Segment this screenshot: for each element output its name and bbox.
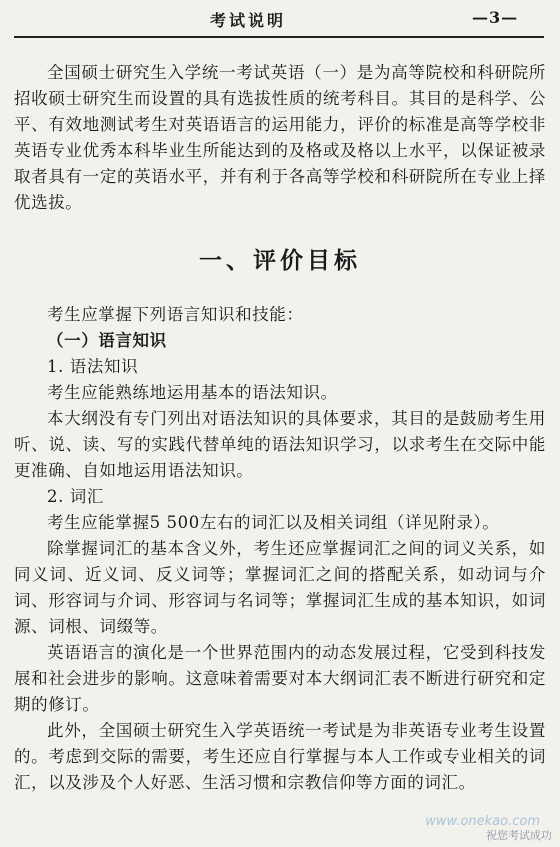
intro-paragraph: 全国硕士研究生入学统一考试英语（一）是为高等院校和科研院所招收硕士研究生而设置的具有选拔性质的统考科目。其目的是科学、公平、有效地测试考生对英语语言的运用能力，评价的标准是高等学校非英语专业优秀本科毕业生所能达到的及格或及格以上水平，以保证被录取者具有一定的英语水平，并有利于各高等学校和科研院所在专业上择优选拔。: [14, 63, 546, 212]
header-title: 考试说明: [210, 11, 287, 30]
watermark-url: www.onekao.com: [425, 814, 540, 829]
page-number: —3—: [472, 8, 519, 27]
watermark-caption: 祝您考试成功: [486, 829, 552, 842]
header-rule: [14, 36, 544, 38]
vocabulary-paragraph-3: 英语语言的演化是一个世界范围内的动态发展过程，它受到科技发展和社会进步的影响。这意味着需要对本大纲词汇表不断进行研究和定期的修订。: [14, 643, 546, 714]
grammar-paragraph-1: 考生应能熟练地运用基本的语法知识。: [47, 383, 338, 402]
vocabulary-paragraph-4: 此外，全国硕士研究生入学英语统一考试是为非英语专业考生设置的。考虑到交际的需要，考生还应自行掌握与本人工作或专业相关的词汇，以及涉及个人好恶、生活习惯和宗教信仰等方面的词汇。: [14, 721, 546, 792]
vocabulary-paragraph-1: 考生应能掌握5 500左右的词汇以及相关词组（详见附录）。: [47, 513, 500, 532]
section-lead: 考生应掌握下列语言知识和技能：: [47, 305, 304, 324]
grammar-paragraph-2: 本大纲没有专门列出对语法知识的具体要求，其目的是鼓励考生用听、说、读、写的实践代替单纯的语法知识学习，以求考生在交际中能更准确、自如地运用语法知识。: [14, 409, 546, 480]
item-grammar-title: 1. 语法知识: [47, 357, 139, 376]
item-vocabulary-title: 2. 词汇: [47, 487, 104, 506]
vocabulary-paragraph-2: 除掌握词汇的基本含义外，考生还应掌握词汇之间的词义关系，如同义词、近义词、反义词等；掌握词汇之间的搭配关系，如动词与介词、形容词与介词、形容词与名词等；掌握词汇生成的基本知识，如词源、词根、词缀等。: [14, 539, 546, 636]
section-title: 一、评价目标: [199, 247, 361, 274]
page-header: [0, 0, 560, 40]
page-body: [14, 60, 546, 796]
subsection-language-knowledge: （一）语言知识: [47, 331, 167, 350]
